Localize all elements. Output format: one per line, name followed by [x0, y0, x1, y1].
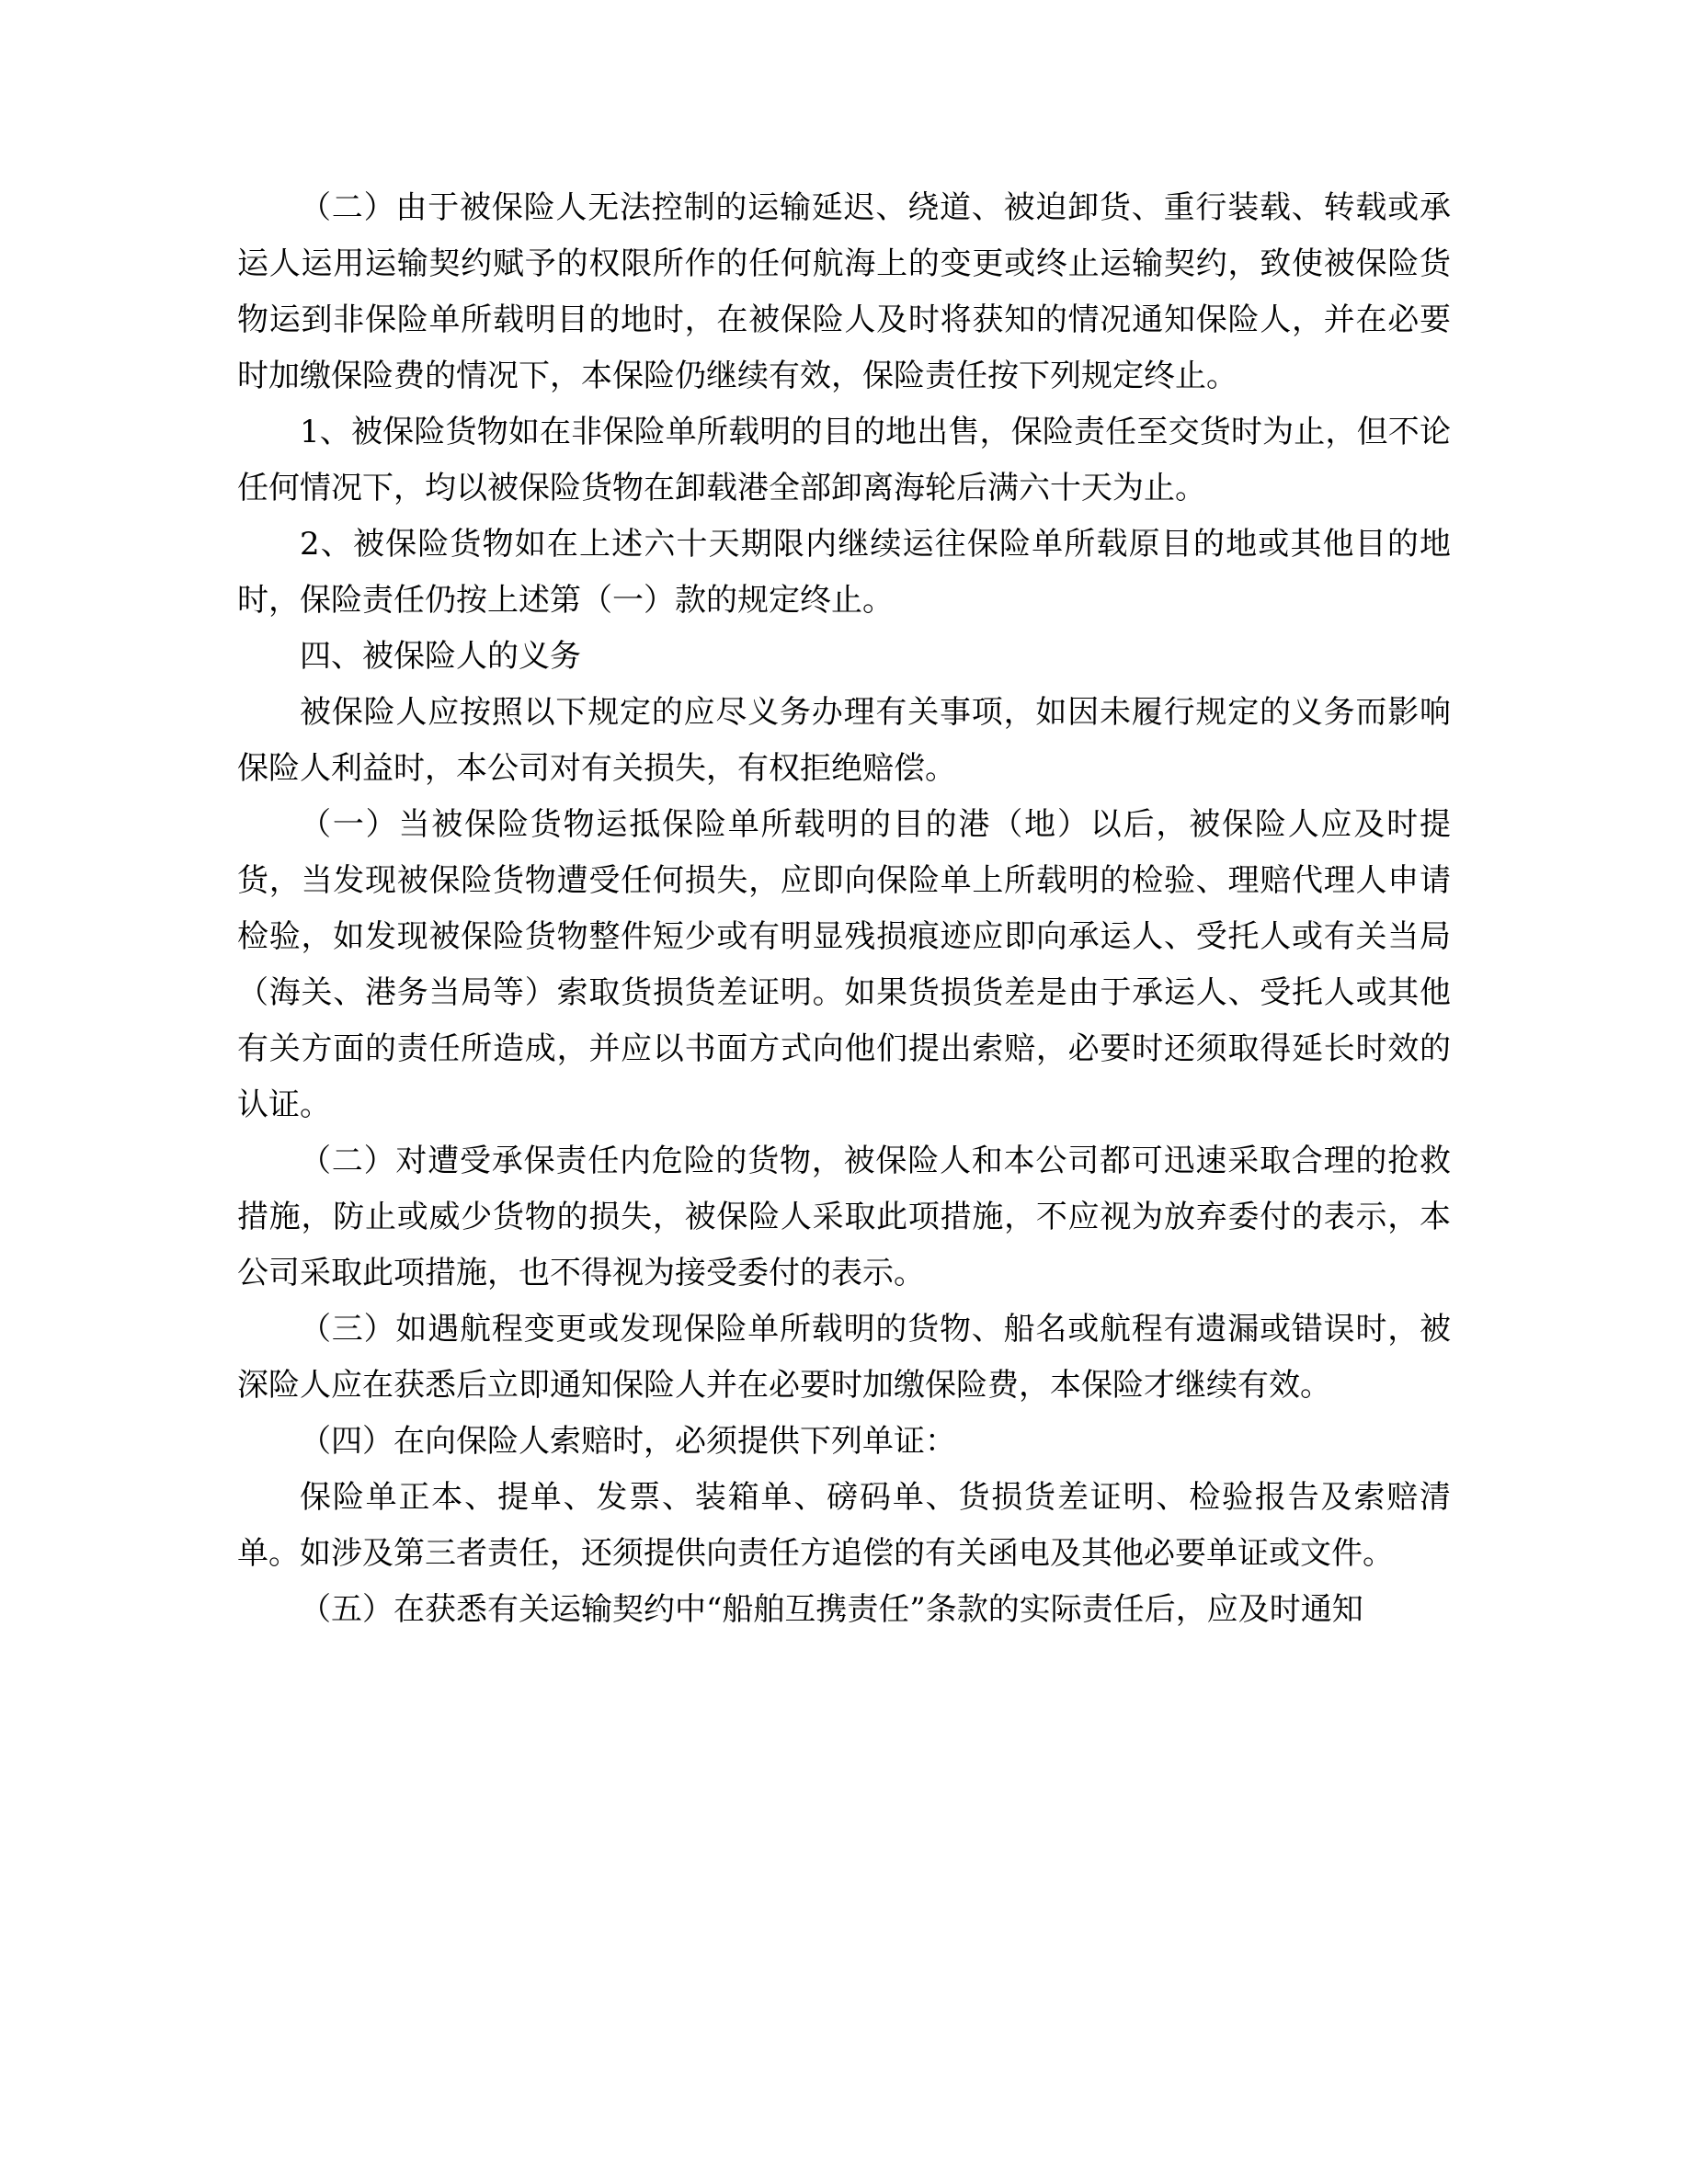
- paragraph-item-1: 1、被保险货物如在非保险单所载明的目的地出售，保险责任至交货时为止，但不论任何情况下，均以被保险货物在卸载港全部卸离海轮后满六十天为止。: [237, 414, 1451, 506]
- paragraph-obligation-3: （三）如遇航程变更或发现保险单所载明的货物、船名或航程有遗漏或错误时，被深险人应在获悉后立即通知保险人并在必要时加缴保险费，本保险才继续有效。: [237, 1311, 1451, 1404]
- document-body: [237, 180, 1451, 1638]
- paragraph-obligation-5: （五）在获悉有关运输契约中“船舶互携责任”条款的实际责任后，应及时通知: [300, 1591, 1363, 1628]
- paragraph-item-2: 2、被保险货物如在上述六十天期限内继续运往保险单所载原目的地或其他目的地时，保险责任仍按上述第（一）款的规定终止。: [237, 526, 1451, 619]
- paragraph-obligation-2: （二）对遭受承保责任内危险的货物，被保险人和本公司都可迅速采取合理的抢救措施，防止或威少货物的损失，被保险人采取此项措施，不应视为放弃委付的表示，本公司采取此项措施，也不得视为接受委付的表示。: [237, 1143, 1451, 1291]
- paragraph-clause-2: （二）由于被保险人无法控制的运输延迟、绕道、被迫卸货、重行装载、转载或承运人运用运输契约赋予的权限所作的任何航海上的变更或终止运输契约，致使被保险货物运到非保险单所载明目的地时，在被保险人及时将获知的情况通知保险人，并在必要时加缴保险费的情况下，本保险仍继续有效，保险责任按下列规定终止。: [237, 189, 1451, 394]
- paragraph-claim-documents: 保险单正本、提单、发票、装箱单、磅码单、货损货差证明、检验报告及索赔清单。如涉及第三者责任，还须提供向责任方追偿的有关函电及其他必要单证或文件。: [237, 1479, 1451, 1572]
- paragraph-obligations-intro: 被保险人应按照以下规定的应尽义务办理有关事项，如因未履行规定的义务而影响保险人利益时，本公司对有关损失，有权拒绝赔偿。: [237, 694, 1451, 787]
- section-heading-four: 四、被保险人的义务: [300, 638, 581, 675]
- paragraph-obligation-4: （四）在向保险人索赔时，必须提供下列单证：: [300, 1423, 956, 1460]
- paragraph-obligation-1: （一）当被保险货物运抵保险单所载明的目的港（地）以后，被保险人应及时提货，当发现被保险货物遭受任何损失，应即向保险单上所载明的检验、理赔代理人申请检验，如发现被保险货物整件短少或有明显残损痕迹应即向承运人、受托人或有关当局（海关、港务当局等）索取货损货差证明。如果货损货差是由于承运人、受托人或其他有关方面的责任所造成，并应以书面方式向他们提出索赔，必要时还须取得延长时效的认证。: [237, 806, 1451, 1123]
